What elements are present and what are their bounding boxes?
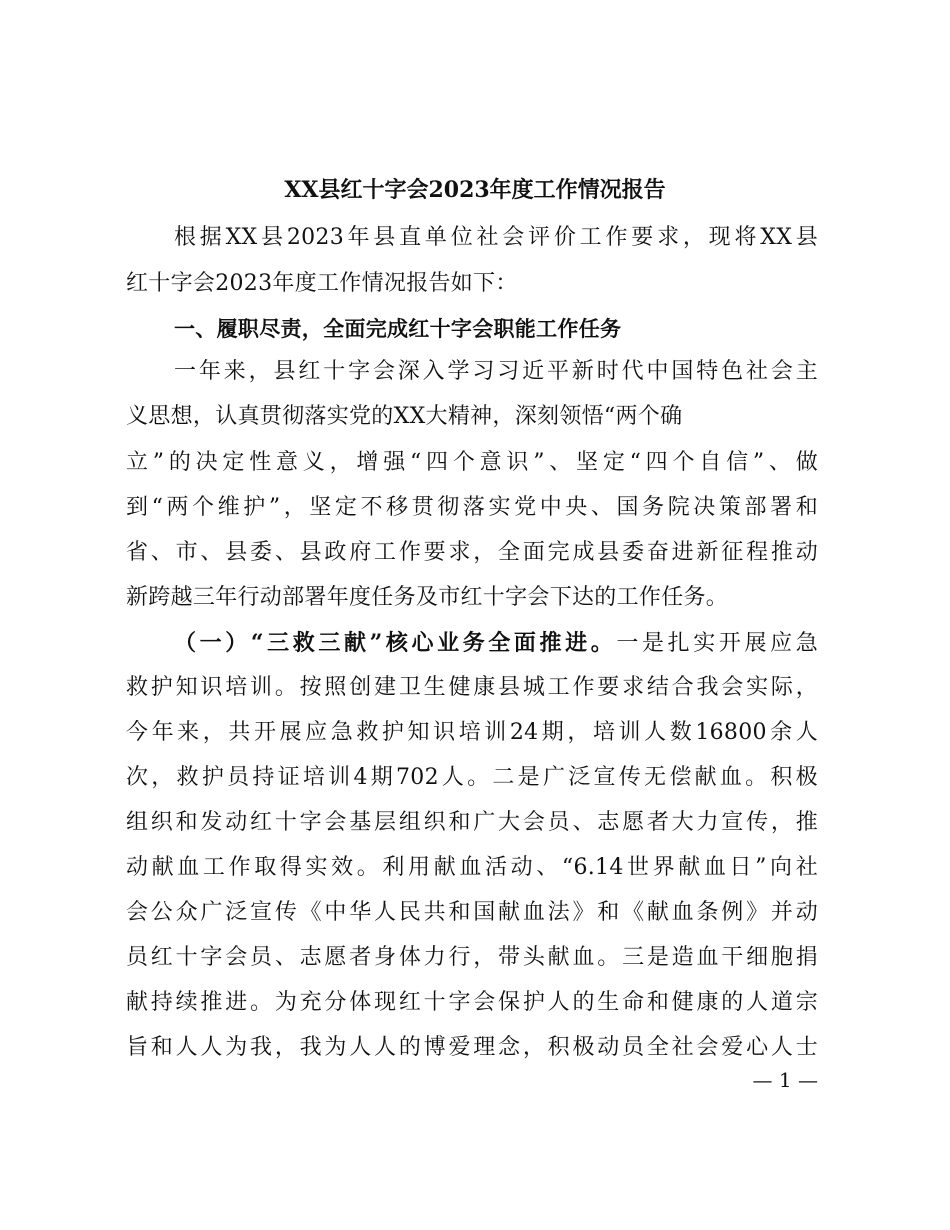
subsection-line-7: 会公众广泛宣传《中华人民共和国献血法》和《献血条例》并动 — [126, 900, 818, 925]
subsection-first-line-rest: 一是扎实开展应急 — [616, 631, 818, 656]
subsection-line-10: 旨和人人为我，我为人人的博爱理念，积极动员全社会爱心人士 — [126, 1035, 818, 1060]
document-title: XX县红十字会2023年度工作情况报告 — [284, 177, 666, 203]
page-number: — 1 — — [752, 1068, 818, 1092]
section-line-6: 新跨越三年行动部署年度任务及市红十字会下达的工作任务。 — [126, 585, 729, 610]
subsection-line-1 — [174, 627, 818, 660]
subsection-line-4: 次，救护员持证培训4期702人。二是广泛宣传无偿献血。积极 — [126, 765, 818, 790]
section-heading: 一、履职尽责，全面完成红十字会职能工作任务 — [174, 317, 622, 341]
subsection-line-8: 员红十字会员、志愿者身体力行，带头献血。三是造血干细胞捐 — [126, 945, 818, 970]
section-line-2: 义思想，认真贯彻落实党的XX大精神，深刻领悟“两个确 — [126, 404, 683, 429]
section-line-3: 立”的决定性意义，增强“四个意识”、坚定“四个自信”、做 — [126, 450, 818, 475]
section-line-5: 省、市、县委、县政府工作要求，全面完成县委奋进新征程推动 — [126, 540, 818, 565]
subsection-heading: （一）“三救三献”核心业务全面推进。 — [174, 630, 617, 656]
subsection-line-5: 组织和发动红十字会基层组织和广大会员、志愿者大力宣传，推 — [126, 810, 818, 835]
intro-line-1: 根据XX县2023年县直单位社会评价工作要求，现将XX县 — [174, 225, 818, 250]
section-line-1: 一年来，县红十字会深入学习习近平新时代中国特色社会主 — [174, 359, 818, 384]
subsection-line-9: 献持续推进。为充分体现红十字会保护人的生命和健康的人道宗 — [126, 990, 818, 1015]
section-line-4: 到“两个维护”，坚定不移贯彻落实党中央、国务院决策部署和 — [126, 495, 818, 520]
subsection-line-6: 动献血工作取得实效。利用献血活动、“6.14世界献血日”向社 — [126, 855, 818, 880]
subsection-line-2: 救护知识培训。按照创建卫生健康县城工作要求结合我会实际， — [126, 675, 818, 700]
subsection-line-3: 今年来，共开展应急救护知识培训24期，培训人数16800余人 — [126, 720, 818, 745]
intro-line-2: 红十字会2023年度工作情况报告如下： — [126, 271, 518, 296]
